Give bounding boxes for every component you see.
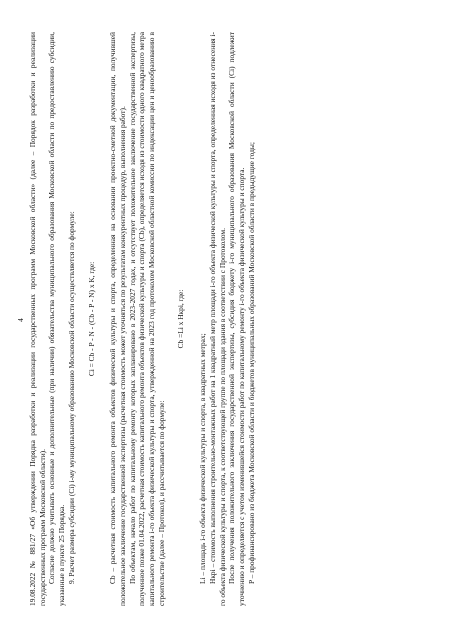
paragraph-consent: Согласие должно учитывать основные и дополнительные (при наличии) обязательства муниципального образования Московской области по предоставлению субсидии, указанные в пункте 25 Порядка. (47, 32, 67, 606)
definition-cb: Cb – расчетная стоимость капитального ремонта объектов физической культуры и спорта, определенная на основании проектно-сметной документации, получившей положительное заключение государственной экспертизы (расчетная стоимость может уточняться по результатам конкурентных процедур, выполнения работ). (108, 32, 127, 606)
definition-p: P – профинансировано из бюджета Московской области и бюджетов муниципальных образований Московской области в предыдущие годы; (246, 142, 256, 584)
page-number: 4 (16, 318, 25, 322)
formula-cost: Cb =Li x Hкрi, где: (176, 289, 186, 349)
document-body (28, 32, 256, 606)
paragraph-calculation-intro: 9. Расчет размера субсидии (Ci) i-му муниципальному образованию Московской области осуществляется по формуле: (66, 211, 76, 584)
paragraph-after-expertise: После получения положительного заключения государственной экспертизы, субсидия бюджету i-го муниципального образования Московской области (Ci) подлежит уточнению и определяется с учетом изменившейся стоимости работ по капитальному ремонту i-го объекта физической культуры и спорта. (227, 32, 246, 606)
paragraph-objects-2023-2027: По объектам, начало работ по капитальному ремонту которых запланировано в 2023-2027 годах, и отсутствует положительное заключение государственной экспертизы, полученное позже 01.04.2022, расчетная стоимость капитального ремонта объектов физической культуры и спорта (Cb), определяется исходя из стоимости одного квадратного метра капитального ремонта i-го объекта физической культуры и спорта, утвержденной на 2023 год протоколом Московской областной комиссии по индексации цен и ценообразованию в строительстве (далее – Протокол), и рассчитывается по формуле: (127, 32, 166, 606)
paragraph-decree-reference: 19.08.2022 № 881/27 «Об утверждении Порядка разработки и реализации государственных программ Московской области» (далее – Порядок разработки и реализации государственных программ Московской области). (28, 32, 47, 606)
definition-li: Li – площадь i-го объекта физической культуры и спорта, в квадратных метрах; (198, 333, 208, 584)
definition-hkri: Hкрi – стоимость выполнения строительно-монтажных работ на 1 квадратный метр площади i-го объекта физической культуры и спорта, определенная исходя из отнесения i-го объекта физической культуры и спорта, к соответствующей группе по площади здания в соответствии с Протоколом. (207, 32, 227, 606)
formula-subsidy: Ci = Cb - P - N - (Cb - P - N) x K, где: (86, 261, 96, 377)
